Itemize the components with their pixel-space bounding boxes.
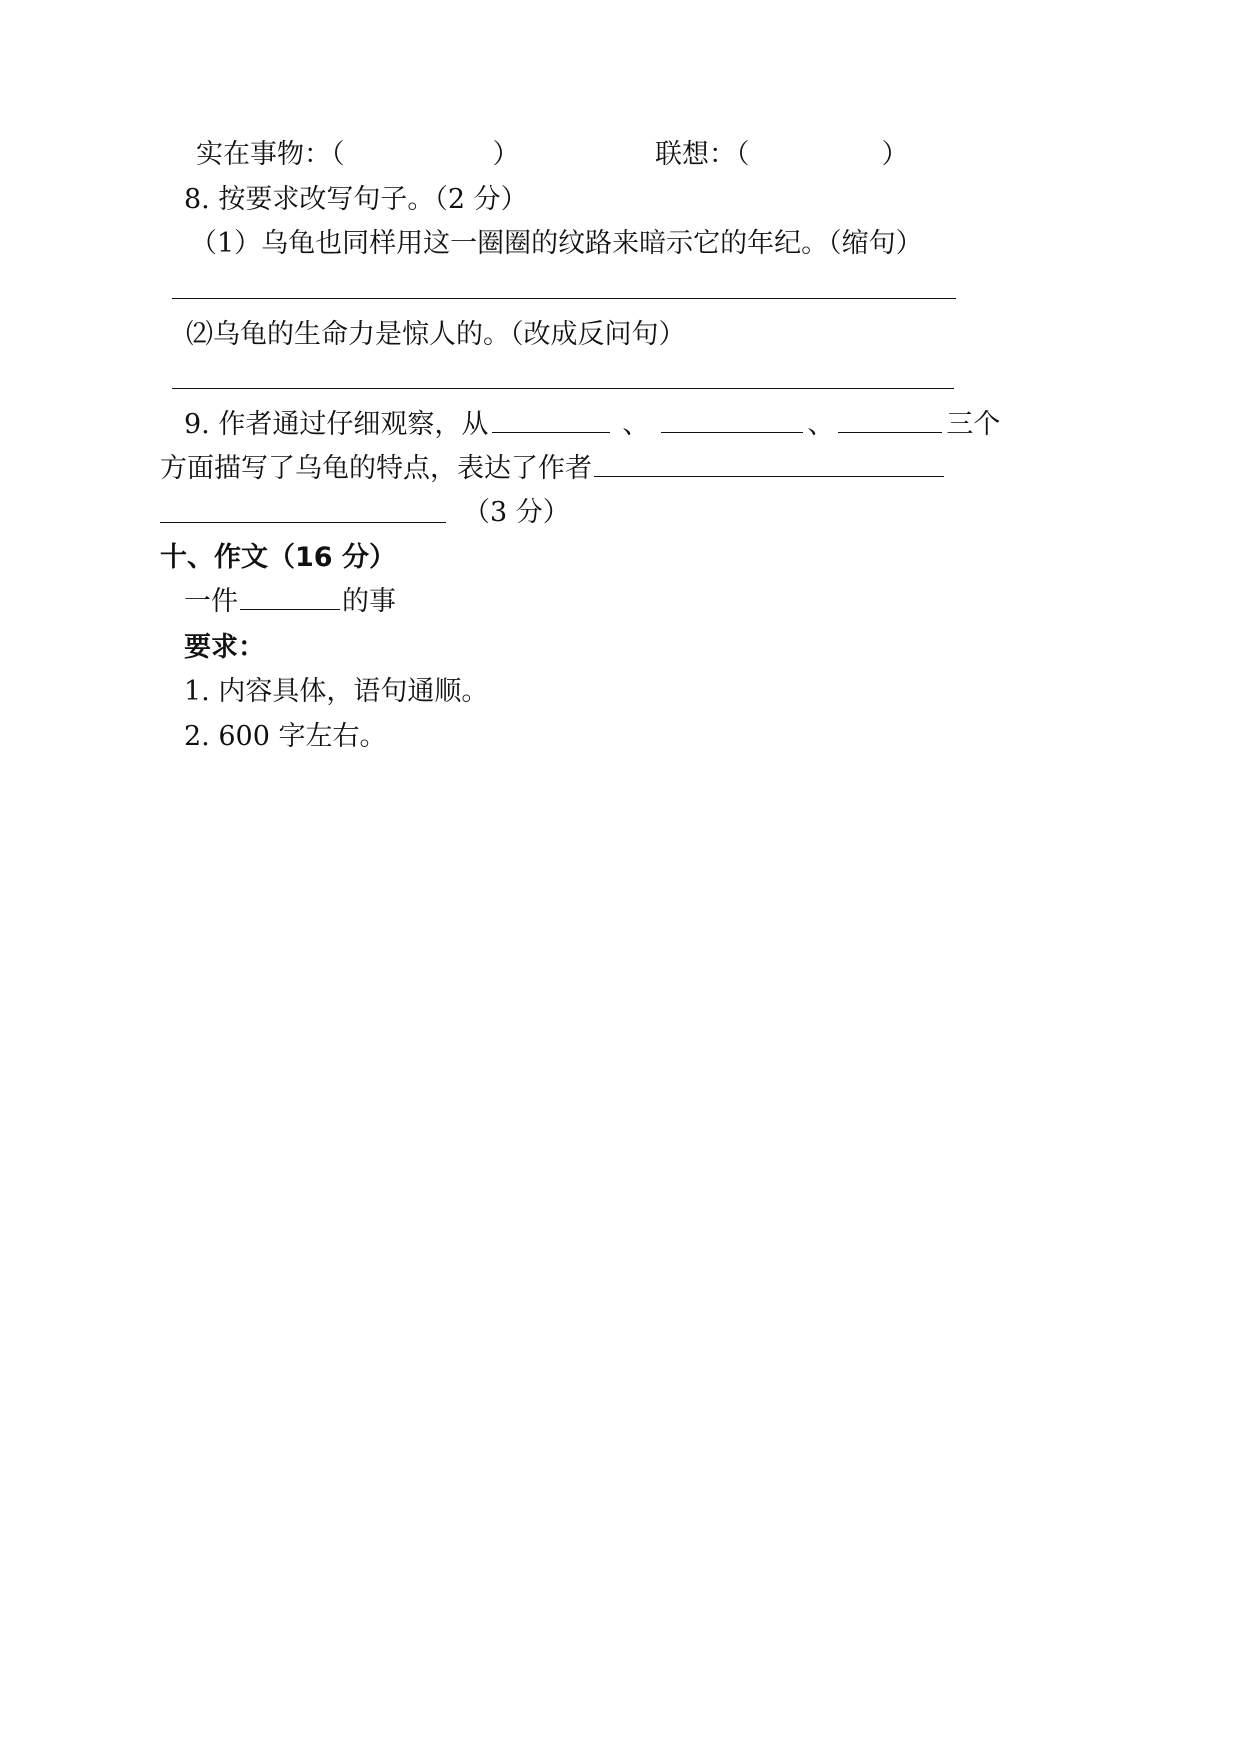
topic-end: 的事 xyxy=(342,586,396,617)
q9-line1-end: 三个 xyxy=(946,409,1001,440)
association-label: 联想：（ xyxy=(655,139,750,170)
q9-line1 xyxy=(184,408,1000,442)
q9-blank-4[interactable] xyxy=(594,475,944,477)
composition-topic xyxy=(184,585,396,619)
requirement-1: 1. 内容具体，语句通顺。 xyxy=(184,676,489,707)
q8-sub2: ⑵乌龟的生命力是惊人的。（改成反问句） xyxy=(186,319,686,350)
real-thing-close: ） xyxy=(492,139,520,170)
section-10-heading: 十、作文（16 分） xyxy=(160,542,396,573)
q8-sub1: （1）乌龟也同样用这一圈圈的纹路来暗示它的年纪。（缩句） xyxy=(190,228,923,259)
q7-answer-line xyxy=(196,138,520,172)
real-thing-label: 实在事物：（ xyxy=(196,139,345,170)
q9-blank-3[interactable] xyxy=(838,431,942,433)
q9-sep-1: 、 xyxy=(622,409,650,440)
topic-blank[interactable] xyxy=(240,608,340,610)
q9-blank-2[interactable] xyxy=(661,431,803,433)
q9-score: （3 分） xyxy=(463,497,570,528)
association-close: ） xyxy=(881,139,909,170)
q9-blank-1[interactable] xyxy=(492,431,610,433)
q8-sub2-answer-line[interactable] xyxy=(172,388,954,389)
q7-association xyxy=(655,138,909,172)
q8-sub1-answer-line[interactable] xyxy=(172,298,956,299)
requirement-2: 2. 600 字左右。 xyxy=(184,721,387,752)
requirements-label: 要求： xyxy=(184,632,265,663)
q9-line2-start: 方面描写了乌龟的特点，表达了作者 xyxy=(160,453,592,484)
topic-start: 一件 xyxy=(184,586,238,617)
q8-title: 8. 按要求改写句子。（2 分） xyxy=(184,184,528,215)
q9-blank-5[interactable] xyxy=(160,522,446,523)
q9-line2 xyxy=(160,452,948,486)
q9-line1-start: 9. 作者通过仔细观察，从 xyxy=(184,409,489,440)
q9-sep-2: 、 xyxy=(807,409,835,440)
